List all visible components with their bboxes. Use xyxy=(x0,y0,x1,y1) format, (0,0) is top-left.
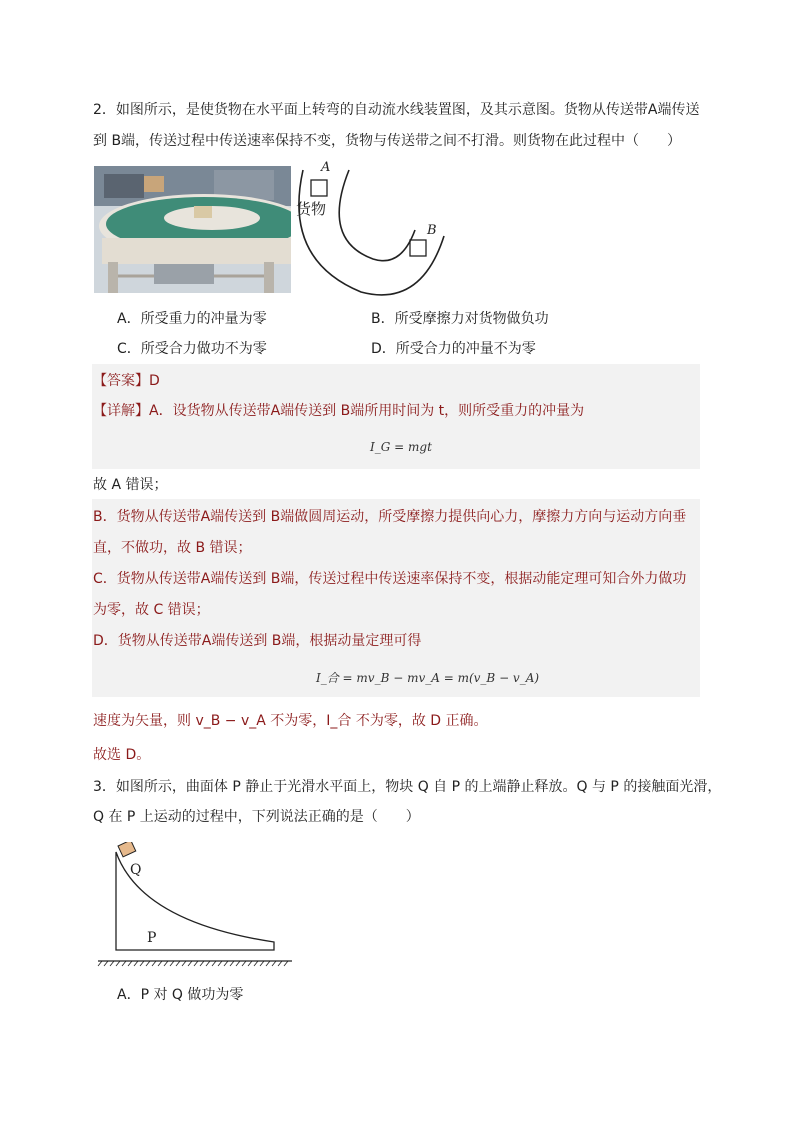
formula-momentum-theorem: I_合 = mv_B − mv_A = m(v_B − v_A) xyxy=(316,671,540,685)
detail-d-conclusion: 速度为矢量，则 v_B − v_A 不为零，I_合 不为零，故 D 正确。 xyxy=(93,713,488,729)
label-b: B xyxy=(427,223,437,238)
q2-option-d: D．所受合力的冲量不为零 xyxy=(371,341,536,357)
answer-value: D xyxy=(149,373,160,389)
formula-impulse-gravity: I_G = mgt xyxy=(370,440,432,454)
conveyor-photo xyxy=(94,166,291,293)
label-a: A xyxy=(321,160,331,175)
detail-a-conclusion: 故 A 错误； xyxy=(93,477,168,493)
detail-b-line2: 直，不做功，故 B 错误； xyxy=(93,540,252,556)
detail-c-line2: 为零，故 C 错误； xyxy=(93,602,210,618)
goods-box-a xyxy=(311,180,327,196)
label-p: P xyxy=(147,930,157,946)
block-q xyxy=(118,842,136,857)
detail-a-text: A．设货物从传送带A端传送到 B端所用时间为 t，则所受重力的冲量为 xyxy=(149,403,585,419)
detail-c-line1: C．货物从传送带A端传送到 B端，传送过程中传送速率保持不变，根据动能定理可知合外力做功 xyxy=(93,571,687,587)
q3-option-a: A．P 对 Q 做功为零 xyxy=(117,987,244,1003)
goods-box-b xyxy=(410,240,426,256)
label-goods: 货物 xyxy=(296,200,327,218)
q3-stem-line1: 3．如图所示，曲面体 P 静止于光滑水平面上，物块 Q 自 P 的上端静止释放。Q 与 P 的接触面光滑， xyxy=(93,779,722,795)
curved-body-diagram xyxy=(96,842,296,972)
answer-tag: 【答案】 xyxy=(93,373,149,389)
q2-stem-line1: 2．如图所示，是使货物在水平面上转弯的自动流水线装置图，及其示意图。货物从传送带A端传送 xyxy=(93,102,700,118)
q2-stem-line2: 到 B端，传送过程中传送速率保持不变，货物与传送带之间不打滑。则货物在此过程中（ ） xyxy=(93,133,682,149)
detail-d-line1: D．货物从传送带A端传送到 B端，根据动量定理可得 xyxy=(93,633,422,649)
q3-stem-line2: Q 在 P 上运动的过程中，下列说法正确的是（ ） xyxy=(93,809,420,825)
q2-option-b: B．所受摩擦力对货物做负功 xyxy=(371,311,549,327)
q2-option-c: C．所受合力做功不为零 xyxy=(117,341,267,357)
answer-line xyxy=(93,372,160,390)
q2-option-a: A．所受重力的冲量为零 xyxy=(117,311,267,327)
detail-block-2 xyxy=(92,499,700,697)
detail-b-line1: B．货物从传送带A端传送到 B端做圆周运动，所受摩擦力提供向心力，摩擦力方向与运动方向垂 xyxy=(93,509,687,525)
label-q: Q xyxy=(130,862,142,878)
detail-a-line xyxy=(93,402,584,420)
detail-tag: 【详解】 xyxy=(93,403,149,419)
detail-final: 故选 D。 xyxy=(93,747,151,763)
